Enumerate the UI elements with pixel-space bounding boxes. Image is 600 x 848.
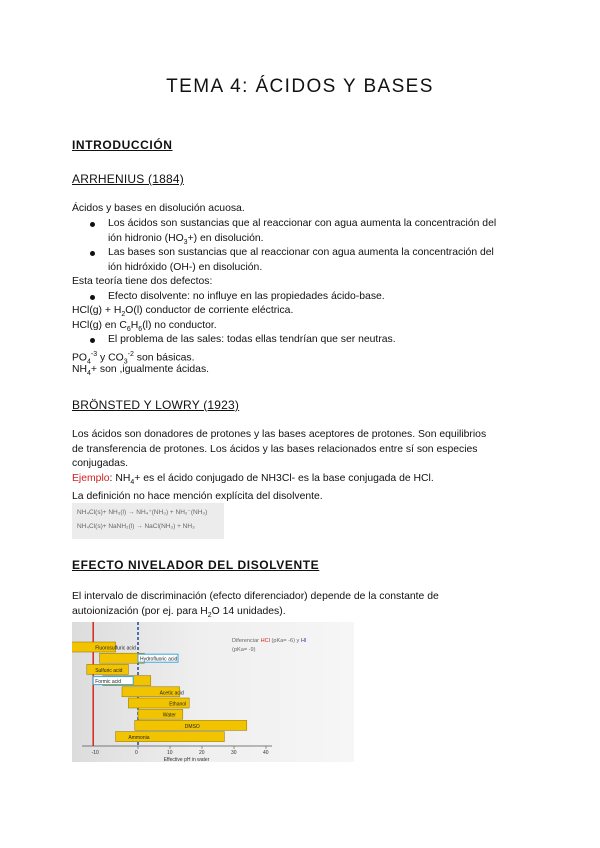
intro-heading: INTRODUCCIÓN bbox=[72, 138, 173, 152]
bullet2-line-b: ión hidróxido (OH-) en disolución. bbox=[108, 261, 263, 273]
arrhenius-heading: ARRHENIUS (1884) bbox=[72, 172, 184, 186]
bullet4-line: El problema de las sales: todas ellas tendrían que ser neutras. bbox=[108, 334, 396, 345]
page-title: TEMA 4: ÁCIDOS Y BASES bbox=[166, 76, 434, 97]
x-tick-label: 10 bbox=[167, 750, 173, 756]
bronsted-heading: BRÖNSTED Y LOWRY (1923) bbox=[72, 398, 240, 412]
x-tick-label: 30 bbox=[231, 750, 237, 756]
defects-line: Esta teoría tiene dos defectos: bbox=[72, 276, 213, 287]
legend-line-1: Diferenciar HCl (pKa= -6) y HI bbox=[232, 638, 307, 644]
efecto-paragraph: El intervalo de discriminación (efecto diferenciador) depende de la constante de autoionización (por ej. para $H_2O$ 14 unidades). bbox=[72, 591, 439, 619]
chart-svg bbox=[72, 622, 354, 762]
bar-label: Fluorosulfuric acid bbox=[95, 645, 136, 652]
equation-1: NH₄Cl(s)+ NH₃(l) → NH₄⁺(NH₃) + NH₂⁻(NH₃) bbox=[77, 509, 208, 516]
ammonium-line: $NH_4+$ son ,igualmente ácidas. bbox=[72, 364, 210, 378]
hcl-benzene-line: HCl(g) en $C_6H_6(l)$ no conductor. bbox=[72, 320, 217, 334]
efecto-heading: EFECTO NIVELADOR DEL DISOLVENTE bbox=[72, 558, 320, 572]
bar-label: Acetic acid bbox=[159, 690, 184, 697]
hcl-gas-line: $HCl(g) + H_2O(l)$ conductor de corriente eléctrica. bbox=[72, 305, 294, 319]
phosphate-carbonate-line: $PO_4^{-3}$ y $CO_3^{-2}$ son básicas. bbox=[72, 351, 195, 366]
bar-label: Formic acid bbox=[95, 679, 122, 686]
legend-line-2: (pKa= -9) bbox=[232, 647, 256, 653]
leveling-effect-chart bbox=[72, 622, 354, 762]
arrhenius-line1: Ácidos y bases en disolución acuosa. bbox=[72, 203, 245, 214]
bar-label: Sulfuric acid bbox=[95, 667, 123, 674]
equations-image bbox=[72, 503, 224, 539]
x-axis-label: Effective pH in water bbox=[163, 757, 210, 762]
bullet2-line-a: Las bases son sustancias que al reaccionar con agua aumenta la concentración del bbox=[108, 247, 494, 258]
x-tick-label-neg: -10 bbox=[91, 750, 99, 756]
bar-label: DMSO bbox=[184, 723, 200, 730]
bar-label: Ammonia bbox=[128, 735, 150, 742]
x-tick-label: 0 bbox=[135, 750, 138, 756]
bullet1-line-a: Los ácidos son sustancias que al reaccionar con agua aumenta la concentración del bbox=[108, 218, 497, 229]
bullet1-line-b: ión hidronio $(HO_3+)$ en disolución. bbox=[108, 232, 264, 246]
x-tick-label: 40 bbox=[263, 750, 269, 756]
bar-water bbox=[138, 709, 183, 719]
list-item bbox=[108, 333, 528, 348]
x-tick-label: 20 bbox=[199, 750, 205, 756]
bar-label: Ethanol bbox=[169, 701, 187, 708]
ejemplo-label: Ejemplo bbox=[72, 472, 110, 484]
list-item bbox=[108, 290, 528, 305]
bar-label: Hydrofluoric acid bbox=[140, 656, 178, 663]
equation-2: NH₄Cl(s)+ NaNH₂(l) → NaCl(NH₃) + NH₃ bbox=[77, 523, 195, 530]
list-item bbox=[108, 246, 528, 275]
bar-label: Water bbox=[162, 712, 176, 719]
bullet3-line: Efecto disolvente: no influye en las propiedades ácido-base. bbox=[108, 291, 385, 302]
bronsted-paragraph: Los ácidos son donadores de protones y las bases aceptores de protones. Son equilibrios de transferencia de protones. Los ácidos y las bases relacionados entre sí son especies conjugadas. Ejemplo: $NH_4+$ es el ácido conjugado de NH3Cl- es la base conjugada de HCl. La definición no hace mención explícita del disolvente. bbox=[72, 429, 487, 503]
